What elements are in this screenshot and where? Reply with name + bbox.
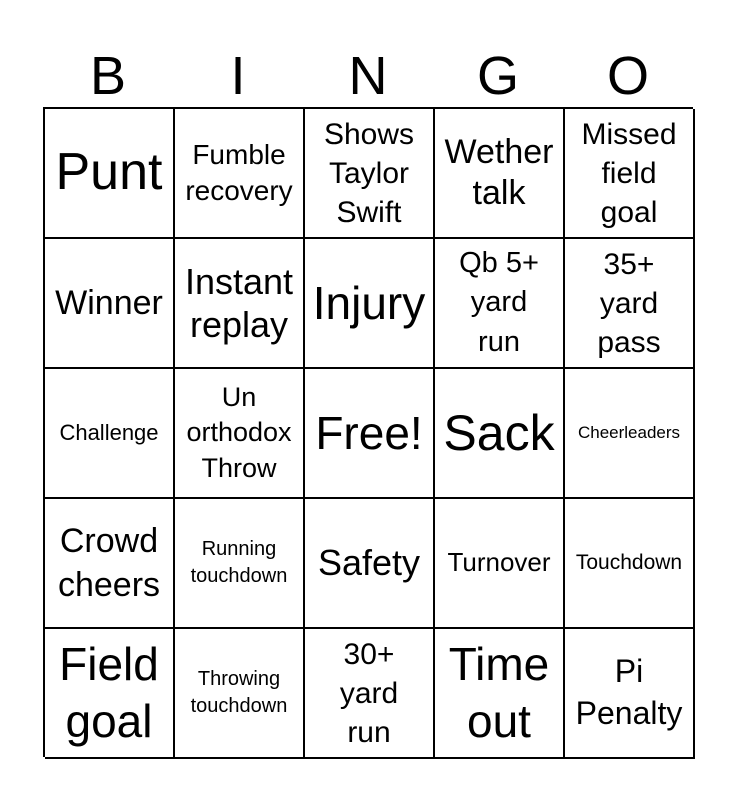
bingo-cell[interactable] <box>45 629 175 759</box>
cell-text: Free! <box>315 406 423 459</box>
cell-text: Winner <box>55 283 163 322</box>
cell-text: Punt <box>55 143 163 202</box>
bingo-board <box>43 107 693 757</box>
cell-text: Cheerleaders <box>577 422 681 442</box>
bingo-cell[interactable] <box>45 499 175 629</box>
header-letter-i: I <box>230 46 246 106</box>
cell-text: Un orthodox Throw <box>186 382 292 483</box>
bingo-cell[interactable] <box>175 629 305 759</box>
bingo-cell[interactable] <box>565 369 695 499</box>
bingo-cell[interactable] <box>45 239 175 369</box>
cell-text: Instant replay <box>184 260 294 345</box>
cell-text: Throwing touchdown <box>190 668 288 717</box>
header-letter-o: O <box>606 46 649 106</box>
cell-text: Qb 5+ yard run <box>459 247 539 358</box>
header-letter-n: N <box>348 46 388 106</box>
cell-text: Turnover <box>447 547 551 578</box>
bingo-cell[interactable] <box>305 109 435 239</box>
cell-text: Time out <box>448 637 550 747</box>
cell-text: Sack <box>443 404 555 461</box>
bingo-cell-free[interactable] <box>305 369 435 499</box>
header-letter-g: G <box>476 46 519 106</box>
cell-text: 30+ yard run <box>339 637 399 749</box>
cell-text: Injury <box>312 276 426 329</box>
bingo-cell[interactable] <box>565 109 695 239</box>
bingo-cell[interactable] <box>435 629 565 759</box>
cell-text: Crowd cheers <box>57 521 161 604</box>
bingo-cell[interactable] <box>305 499 435 629</box>
bingo-header <box>43 44 693 108</box>
cell-text: Missed field goal <box>581 117 677 229</box>
bingo-cell[interactable] <box>435 369 565 499</box>
bingo-cell[interactable] <box>565 629 695 759</box>
bingo-cell[interactable] <box>435 109 565 239</box>
bingo-cell[interactable] <box>45 369 175 499</box>
cell-text: Pi Penalty <box>575 653 683 731</box>
bingo-cell[interactable] <box>175 239 305 369</box>
bingo-cell[interactable] <box>175 109 305 239</box>
header-letter-b: B <box>89 46 127 106</box>
cell-text: Running touchdown <box>190 538 288 587</box>
bingo-cell[interactable] <box>435 239 565 369</box>
cell-text: Shows Taylor Swift <box>323 117 415 229</box>
cell-text: Field goal <box>59 637 159 747</box>
bingo-cell[interactable] <box>45 109 175 239</box>
cell-text: 35+ yard pass <box>597 247 661 359</box>
cell-text: Touchdown <box>575 551 683 575</box>
cell-text: Challenge <box>59 419 159 445</box>
bingo-cell[interactable] <box>435 499 565 629</box>
bingo-cell[interactable] <box>305 629 435 759</box>
bingo-cell[interactable] <box>175 369 305 499</box>
cell-text: Wether talk <box>444 133 554 212</box>
bingo-cell[interactable] <box>305 239 435 369</box>
cell-text: Fumble recovery <box>185 138 293 206</box>
bingo-cell[interactable] <box>175 499 305 629</box>
bingo-cell[interactable] <box>565 239 695 369</box>
bingo-cell[interactable] <box>565 499 695 629</box>
cell-text: Safety <box>317 542 421 584</box>
